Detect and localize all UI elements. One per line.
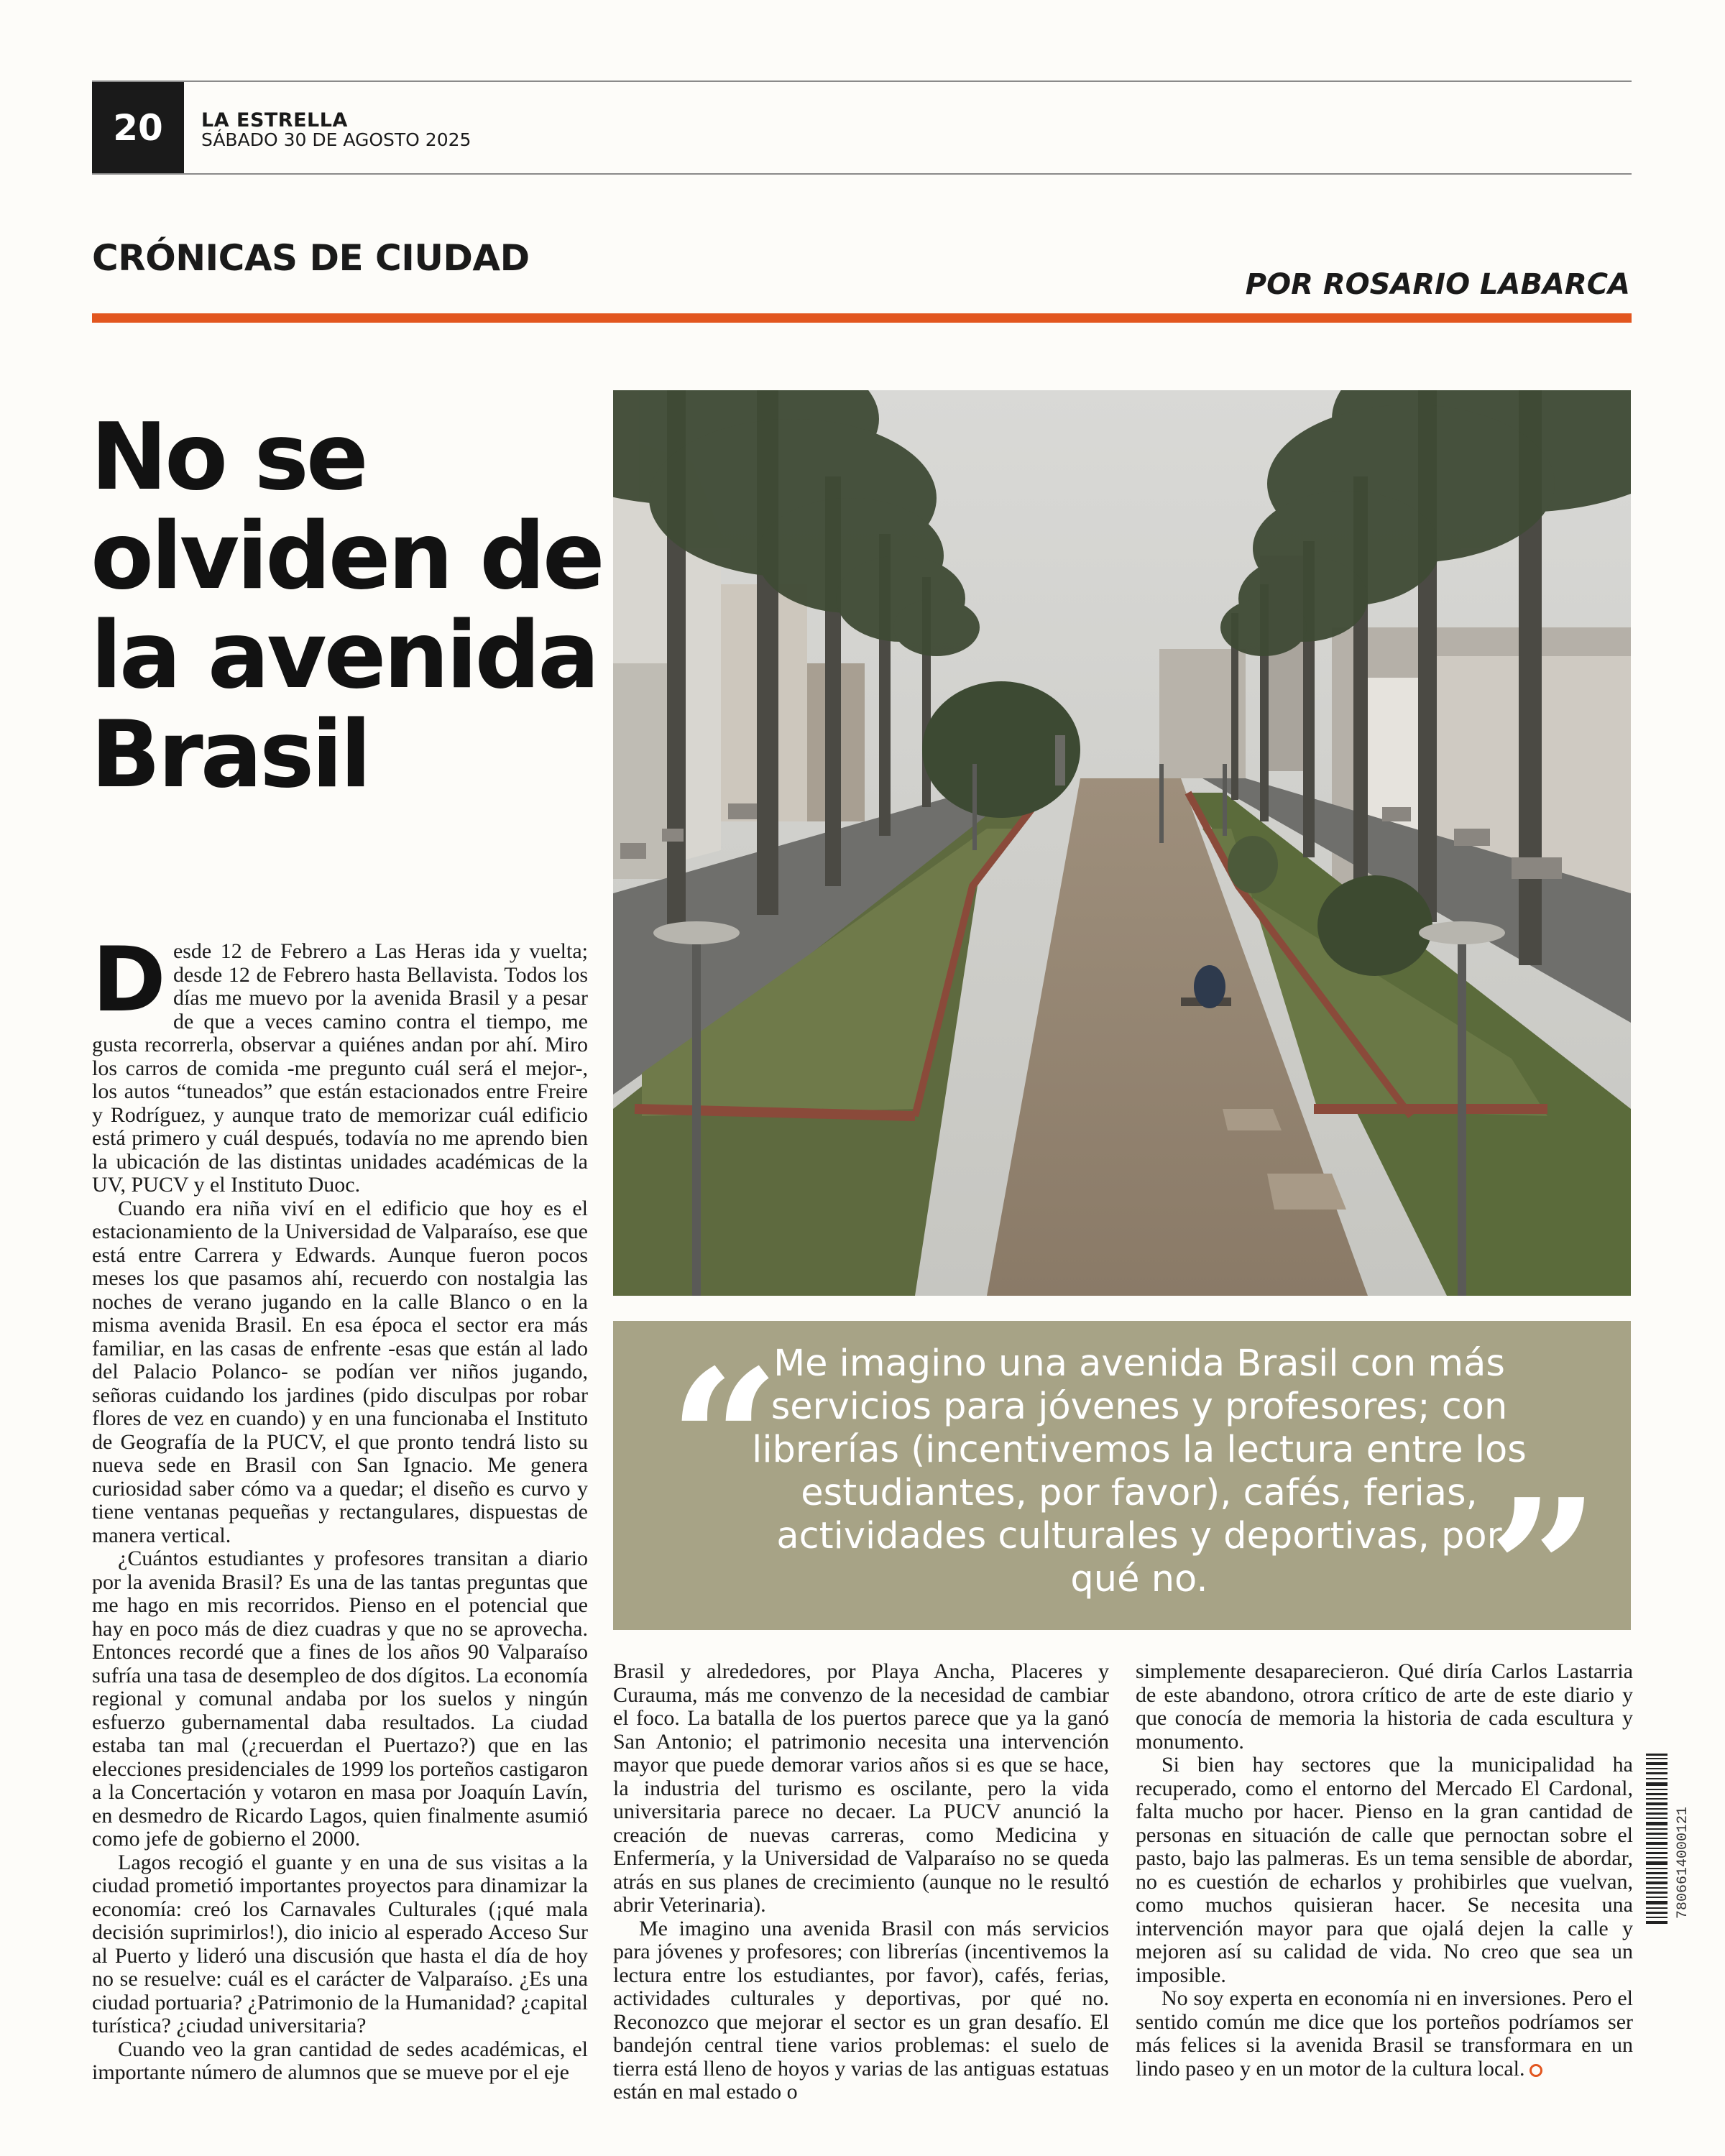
paragraph-text: No soy experta en economía ni en inversiones. Pero el sentido común me dice que los porteños podríamos ser más felices si la avenida Brasil se transformara en un lindo paseo y en un motor de la cultura local. xyxy=(1136,1986,1633,2081)
headline-line: No se xyxy=(91,404,366,511)
headline xyxy=(91,404,622,808)
masthead-top-rule xyxy=(92,80,1632,82)
page-number: 20 xyxy=(92,82,184,173)
byline: POR ROSARIO LABARCA xyxy=(1245,268,1630,301)
headline-line: la avenida xyxy=(91,602,597,709)
drop-cap: D xyxy=(92,929,166,1032)
headline-line: Brasil xyxy=(91,701,369,808)
end-of-article-icon xyxy=(1530,2064,1542,2077)
paragraph xyxy=(1136,1987,1633,2081)
paragraph: Si bien hay sectores que la municipalidad ha recuperado, como el entorno del Mercado El Cardonal, falta mucho por hacer. Pienso en la gran cantidad de personas en situación de calle que pernoctan sobre el pasto, bajo las palmeras. Es un tema sensible de abordar, no es cuestión de echarlos y prohibirles que vuelvan, como muchos quisieran hacer. Se necesita una intervención mayor para que ojalá dejen la calle y mejoren así su calidad de vida. No creo que sea un imposible. xyxy=(1136,1753,1633,1987)
article-column-2 xyxy=(613,1660,1109,2104)
paragraph: Lagos recogió el guante y en una de sus visitas a la ciudad prometió importantes proyectos para dinamizar la economía: creó los Carnavales Culturales (¡qué mala decisión suprimirlos!), dio inicio al esperado Acceso Sur al Puerto y lideró una discusión que hasta el día de hoy no se resuelve: cuál es el carácter de Valparaíso. ¿Es una ciudad portuaria? ¿Patrimonio de la Humanidad? ¿capital turística? ¿ciudad universitaria? xyxy=(92,1850,588,2037)
barcode-icon xyxy=(1646,1754,1668,1926)
article-column-3 xyxy=(1136,1660,1633,2081)
quote-open-mark: “ xyxy=(668,1327,781,1555)
paragraph: Cuando veo la gran cantidad de sedes académicas, el importante número de alumnos que se mueve por el eje xyxy=(92,2037,588,2084)
paragraph: Me imagino una avenida Brasil con más servicios para jóvenes y profesores; con librerías (incentivemos la lectura entre los estudiantes, por favor), cafés, ferias, actividades culturales y deportivas, por qué no. Reconozco que mejorar el sector es un gran desafío. El bandejón central tiene varios problemas: el suelo de tierra está lleno de hoyos y varias de las antiguas estatuas están en mal estado o xyxy=(613,1916,1109,2104)
section-title: CRÓNICAS DE CIUDAD xyxy=(92,237,530,279)
paragraph: simplemente desaparecieron. Qué diría Carlos Lastarria de este abandono, otrora crítico de arte de este diario y que conocía de memoria la historia de cada escultura y monumento. xyxy=(1136,1659,1633,1754)
masthead-bottom-rule xyxy=(92,173,1632,175)
section-accent-rule xyxy=(92,313,1632,323)
quote-close-mark: ” xyxy=(1488,1456,1600,1685)
headline-line: olviden de xyxy=(91,503,602,610)
paragraph: Brasil y alrededores, por Playa Ancha, Placeres y Curauma, más me convenzo de la necesidad de cambiar el foco. La batalla de los puertos parece que ya la ganó San Antonio; el patrimonio necesita una intervención mayor que puede demorar varios años si es que se hace, la industria del turismo es oscilante, pero la vida universitaria parece no decaer. La PUCV anunció la creación de nuevas carreras, como Medicina y Enfermería, y la Universidad de Valparaíso no se queda atrás en sus planes de crecimiento (aunque no le resultó abrir Veterinaria). xyxy=(613,1659,1109,1917)
article-column-1 xyxy=(92,929,588,2085)
issue-date: SÁBADO 30 DE AGOSTO 2025 xyxy=(201,129,472,150)
barcode-number: 7806614000121 xyxy=(1675,1806,1691,1919)
paragraph: ¿Cuántos estudiantes y profesores transitan a diario por la avenida Brasil? Es una de las tantas preguntas que me hago en mis recorridos. Pienso en el potencial que hay en poco más de diez cuadras y que no se aprovecha. Entonces recordé que a fines de los años 90 Valparaíso sufría una tasa de desempleo de dos dígitos. La economía regional y comunal andaba por los suelos y ningún esfuerzo gubernamental daba resultados. La ciudad estaba tan mal (¿recuerdan el Puertazo?) que en las elecciones presidenciales de 1999 los porteños castigaron a la Concertación y votaron en masa por Joaquín Lavín, en desmedro de Ricardo Lagos, quien finalmente asumió como jefe de gobierno el 2000. xyxy=(92,1547,588,1851)
pull-quote-text: Me imagino una avenida Brasil con más servicios para jóvenes y profesores; con librerías (incentivemos la lectura entre los estudiantes, por favor), cafés, ferias, actividades culturales y deportivas, por qué no. xyxy=(752,1342,1527,1600)
paragraph: Cuando era niña viví en el edificio que hoy es el estacionamiento de la Universidad de Valparaíso, ese que está entre Carrera y Edwards. Aunque fueron pocos meses los que pasamos ahí, recuerdo con nostalgia las noches de verano jugando en la calle Blanco o en la misma avenida Brasil. En esa época el sector era más familiar, en las casas de enfrente -esas que están al lado del Palacio Polanco- se podían ver niños jugando, señoras cuidando los jardines (pido disculpas por robar flores de vez en cuando) y en una funcionaba el Instituto de Geografía de la PUCV, el que pronto tendrá listo su nueva sede en Brasil con San Ignacio. Me genera curiosidad saber cómo va a quedar; el diseño es curvo y tiene ventanas pequeñas y rectangulares, dispuestas de manera vertical. xyxy=(92,1196,588,1547)
newspaper-name: LA ESTRELLA xyxy=(201,109,348,132)
paragraph xyxy=(92,929,588,1197)
avenue-photo-illustration xyxy=(613,390,1631,1296)
paragraph-text: esde 12 de Febrero a Las Heras ida y vuelta; desde 12 de Febrero hasta Bellavista. Todos los días me muevo por la avenida Brasil y a pesar de que a veces camino contra el tiempo, me gusta recorrerla, observar a quiénes andan por ahí. Miro los carros de comida -me pregunto cuál será el mejor-, los autos “tuneados” que están estacionados entre Freire y Rodríguez, y aunque trato de memorizar cuál edificio está primero y cuál después, todavía no me aprendo bien la ubicación de las distintas unidades académicas de la UV, PUCV y el Instituto Duoc. xyxy=(92,939,588,1197)
article-photo xyxy=(613,390,1631,1296)
